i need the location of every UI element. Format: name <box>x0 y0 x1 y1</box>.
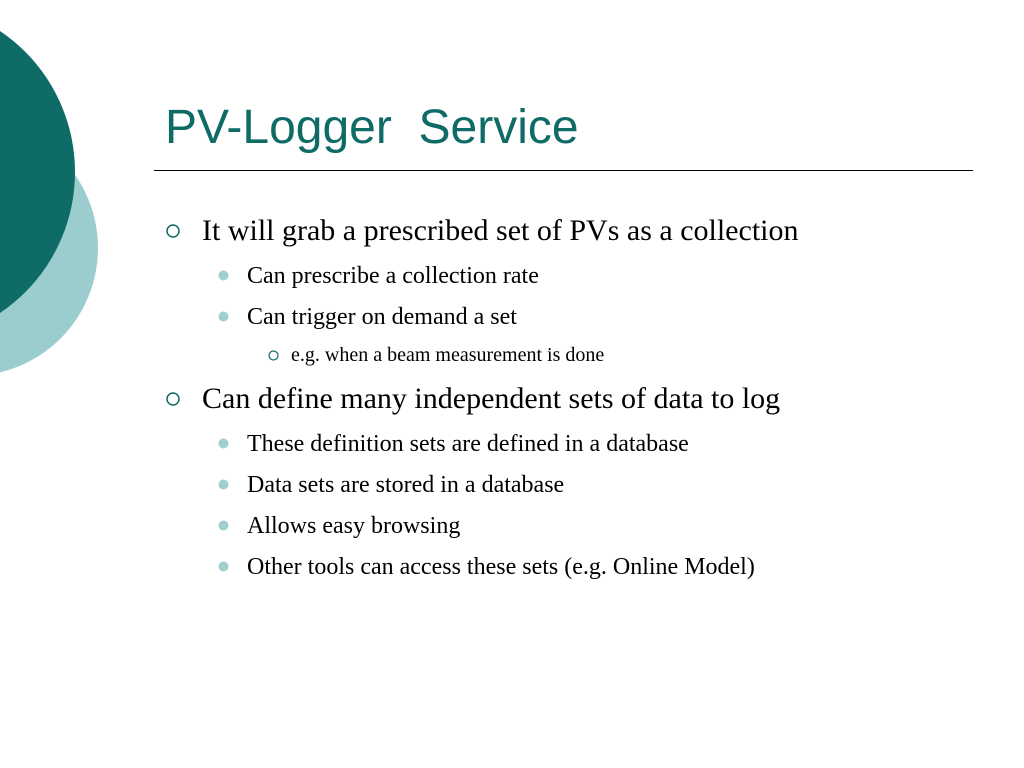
bullet-item <box>247 552 755 582</box>
hollow-circle-bullet-icon <box>268 350 279 361</box>
bullet-text: It will grab a prescribed set of PVs as a collection <box>202 214 799 247</box>
bullet-item <box>247 261 539 291</box>
bullet-text: Allows easy browsing <box>247 513 461 539</box>
filled-dot-bullet-icon <box>218 270 229 281</box>
bullet-text: Can trigger on demand a set <box>247 304 517 330</box>
hollow-circle-bullet-icon <box>165 391 181 407</box>
bullet-text: Data sets are stored in a database <box>247 472 565 498</box>
hollow-circle-bullet-icon <box>165 223 181 239</box>
bullet-text: Can define many independent sets of data to log <box>202 382 781 415</box>
bullet-text: Other tools can access these sets (e.g. Online Model) <box>247 554 755 580</box>
slide-title: PV-Logger Service <box>165 101 579 154</box>
bullet-text: e.g. when a beam measurement is done <box>291 344 605 366</box>
filled-dot-bullet-icon <box>218 479 229 490</box>
bullet-item <box>247 511 460 541</box>
bullet-item <box>202 213 798 249</box>
bullet-text: These definition sets are defined in a database <box>247 431 689 457</box>
bullet-item <box>247 429 689 459</box>
bullet-item <box>291 342 604 368</box>
filled-dot-bullet-icon <box>218 438 229 449</box>
bullet-item <box>247 470 564 500</box>
filled-dot-bullet-icon <box>218 520 229 531</box>
filled-dot-bullet-icon <box>218 311 229 322</box>
bullet-item <box>247 302 517 332</box>
filled-dot-bullet-icon <box>218 561 229 572</box>
bullet-text: Can prescribe a collection rate <box>247 263 539 289</box>
bullet-item <box>202 381 780 417</box>
